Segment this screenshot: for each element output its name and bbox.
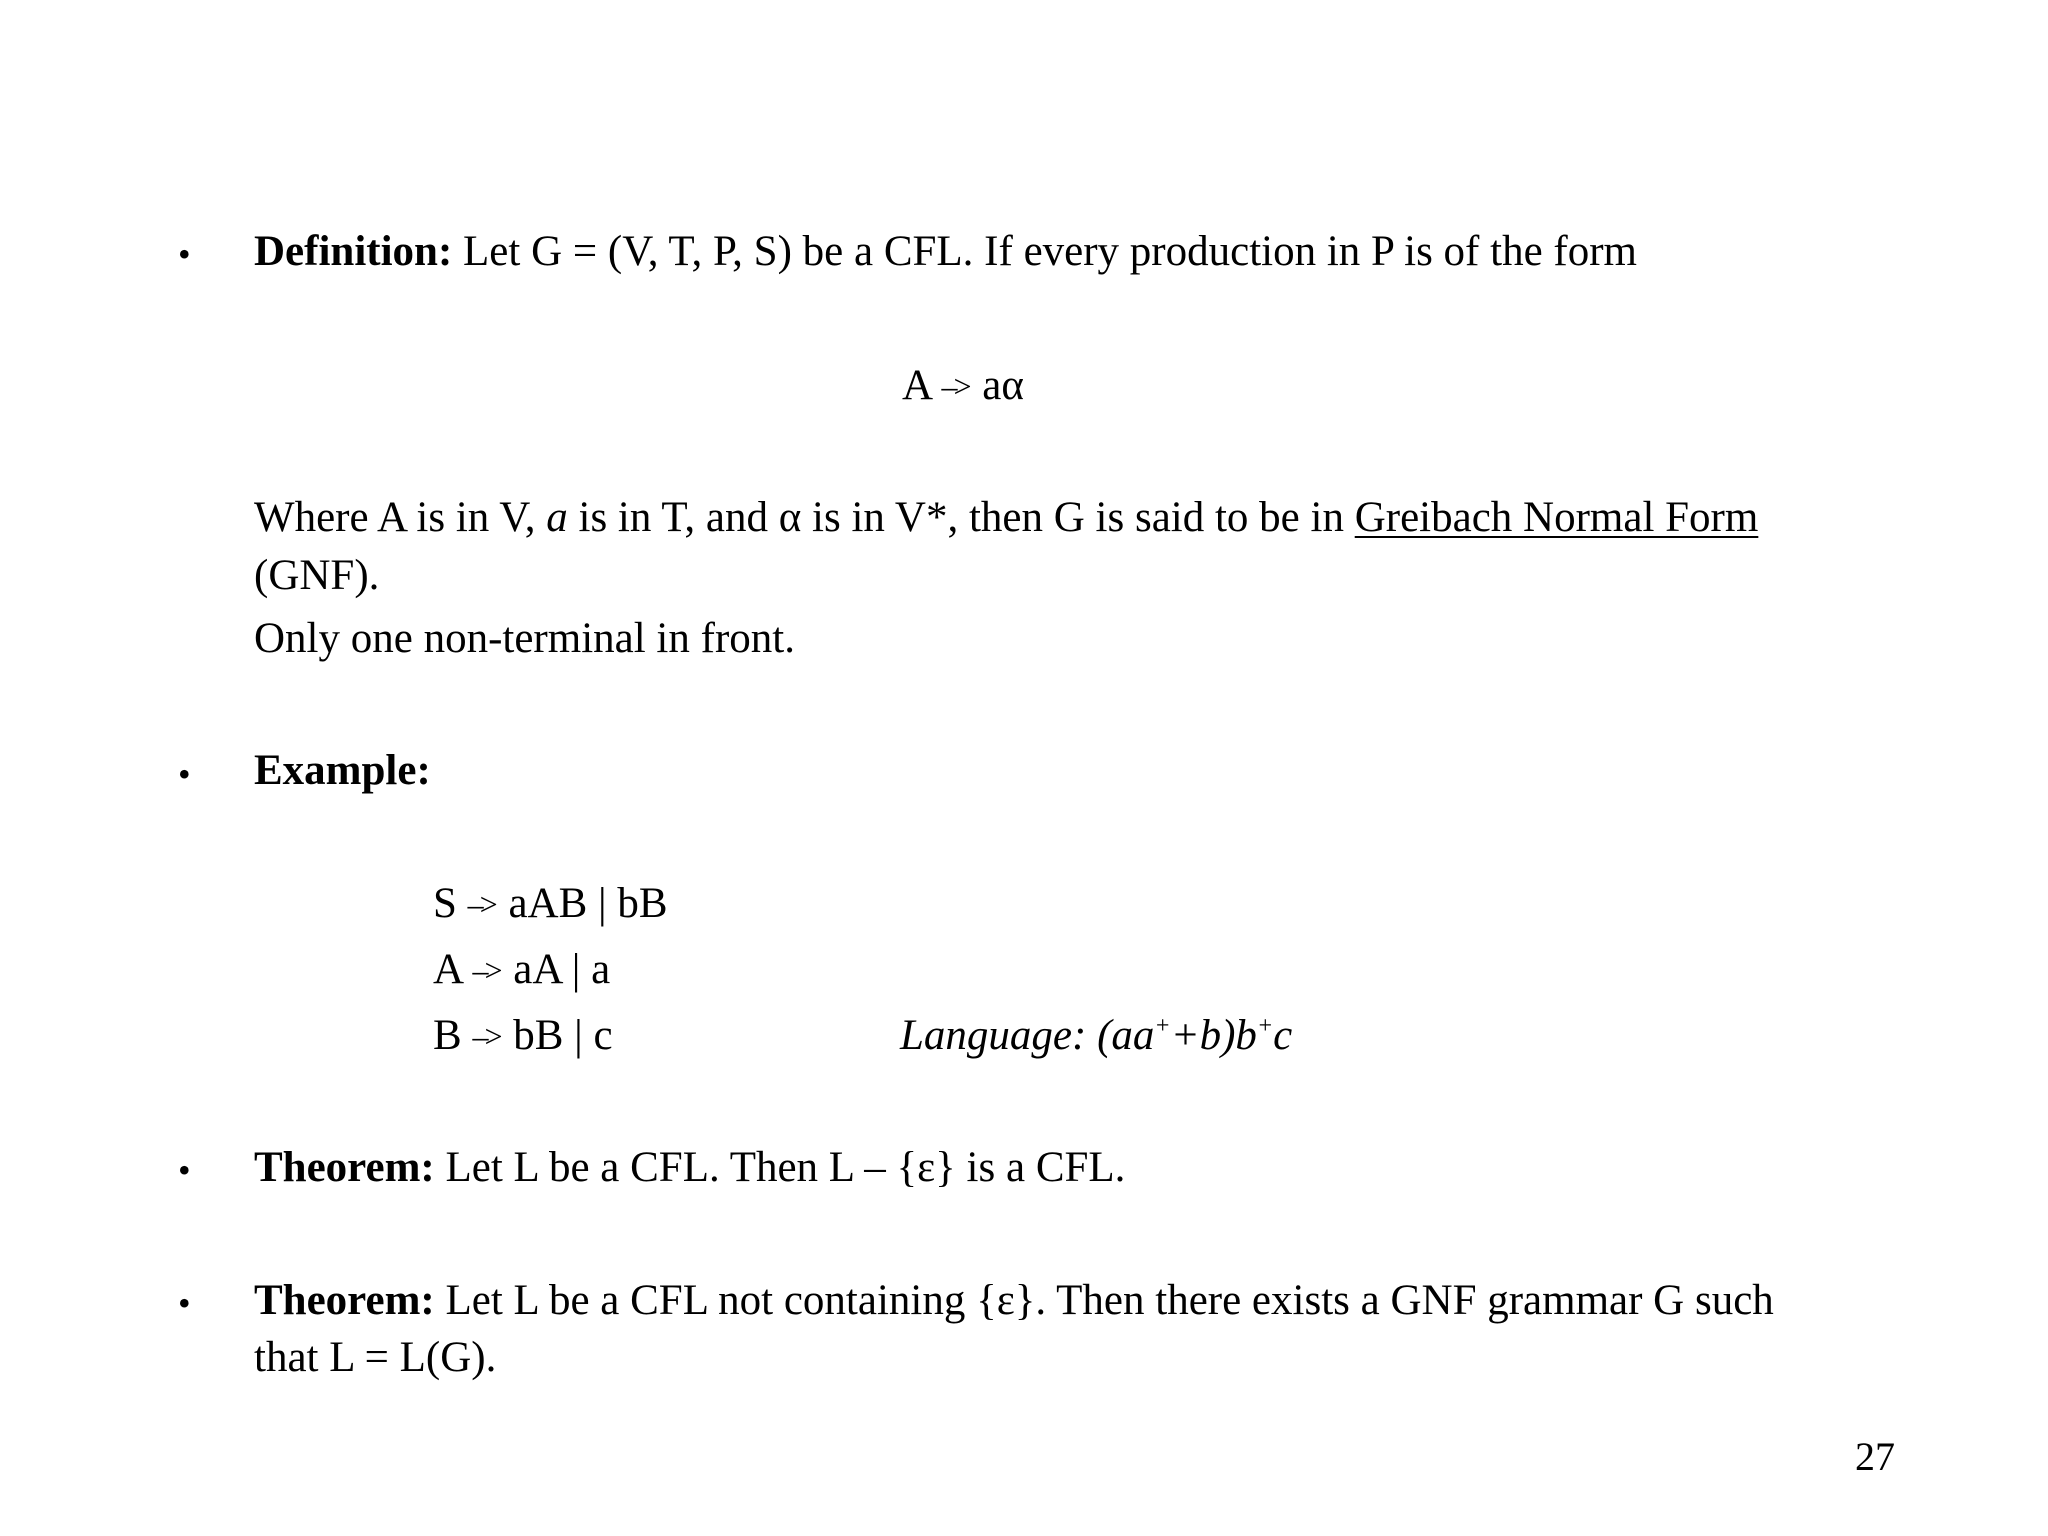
page-number: 27: [1855, 1434, 1895, 1479]
language-suffix: c: [1273, 1012, 1293, 1059]
language-prefix: Language: (aa: [900, 1012, 1155, 1059]
production-arrow: –>: [472, 1018, 499, 1054]
where-italic-a: a: [546, 494, 568, 541]
production-arrow: –>: [467, 886, 494, 922]
definition-text: Let G = (V, T, P, S) be a CFL. If every production in P is of the form: [463, 228, 1637, 275]
example-language: [900, 1014, 1292, 1057]
production-rhs: aA | a: [513, 946, 611, 993]
production-lhs: A: [902, 362, 931, 409]
theorem-2-label: Theorem:: [254, 1277, 435, 1324]
production-rhs: aα: [982, 362, 1024, 409]
theorem-1-text: Let L be a CFL. Then L – {ε} is a CFL.: [445, 1144, 1126, 1191]
theorem-2-text-line-2: that L = L(G).: [254, 1334, 497, 1381]
production-lhs: B: [433, 1012, 462, 1059]
definition-gnf-abbrev: (GNF).: [254, 552, 380, 599]
example-label-text: Example:: [254, 747, 431, 794]
example-production-s: [433, 882, 668, 925]
bullet-theorem-1: •: [178, 1150, 191, 1190]
bullet-example: •: [178, 754, 191, 794]
where-text-1: Where A is in V,: [254, 494, 536, 541]
gnf-term: Greibach Normal Form: [1354, 494, 1759, 541]
theorem-1: [254, 1146, 1125, 1189]
definition-where-line: [254, 496, 1758, 539]
theorem-1-label: Theorem:: [254, 1144, 435, 1191]
production-rhs: bB | c: [513, 1012, 613, 1059]
example-label: [254, 749, 431, 792]
example-production-b: [433, 1014, 613, 1057]
production-lhs: S: [433, 880, 457, 927]
theorem-2-text-line-1: Let L be a CFL not containing {ε}. Then there exists a GNF grammar G such: [445, 1277, 1774, 1324]
language-mid: +b)b: [1170, 1012, 1257, 1059]
example-production-a: [433, 948, 610, 991]
bullet-theorem-2: •: [178, 1283, 191, 1323]
definition-note: Only one non-terminal in front.: [254, 615, 795, 662]
definition-label: Definition:: [254, 228, 453, 275]
production-lhs: A: [433, 946, 462, 993]
gnf-production: [902, 364, 1024, 407]
production-rhs: aAB | bB: [508, 880, 668, 927]
theorem-2: [254, 1279, 1774, 1322]
bullet-definition: •: [178, 234, 191, 274]
where-text-2: is in T, and α is in V*, then G is said to be in: [578, 494, 1344, 541]
production-arrow: –>: [472, 952, 499, 988]
production-arrow: –>: [941, 368, 968, 404]
language-sup-1: +: [1154, 1013, 1171, 1039]
definition-line: [254, 230, 1637, 273]
language-sup-2: +: [1256, 1013, 1274, 1039]
